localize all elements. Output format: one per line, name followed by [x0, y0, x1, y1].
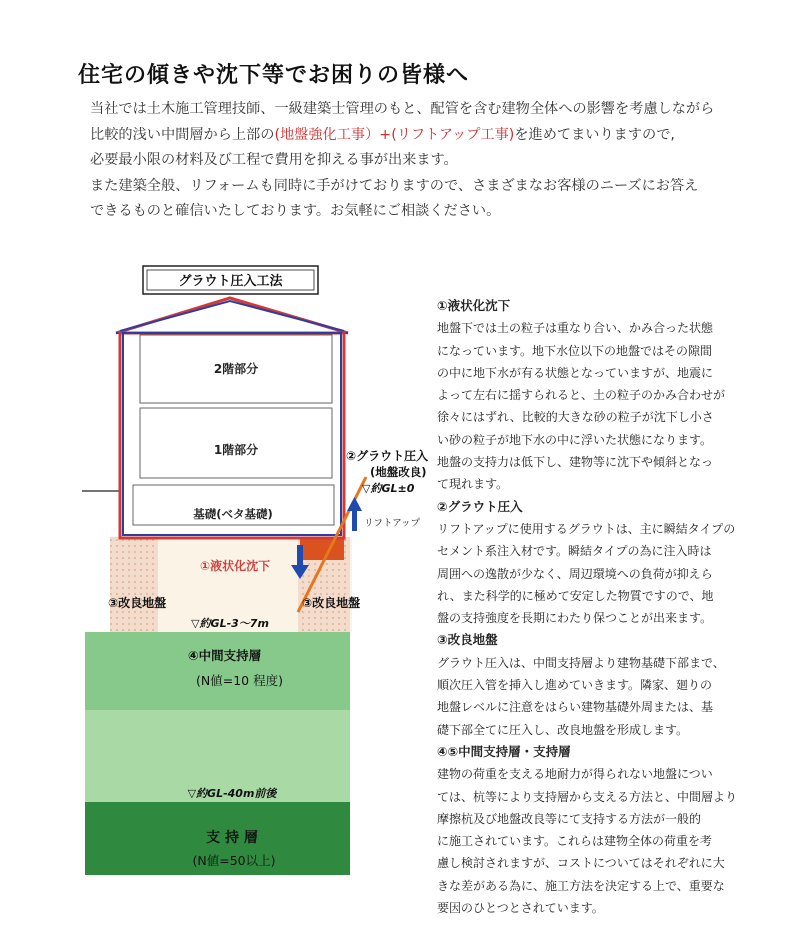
floor-1-label: 1階部分: [213, 443, 259, 457]
note-4-line: 建物の荷重を支える地耐力が得られない地盤につい: [437, 767, 713, 782]
note-2-line: 盤の支持強度を長期にわたり保つことが出来ます。: [437, 611, 713, 626]
note-1-title: ①液状化沈下: [437, 298, 511, 313]
note-4-line: に施工されています。これらは建物全体の荷重を考: [437, 834, 713, 849]
note-4-line: 摩擦杭及び地盤改良等にて支持する方法が一般的: [437, 811, 702, 826]
roof-red: [116, 298, 348, 333]
roof-blue: [120, 301, 344, 331]
middle-layer-upper: [85, 632, 350, 710]
explanation-notes: [437, 295, 782, 919]
note-2-line: セメント系注入材です。瞬結タイプの為に注入時は: [437, 544, 712, 559]
note-1-line: 地盤下では土の粒子は重なり合い、かみ合った状態: [437, 321, 714, 336]
improved-soil-left-label: ③改良地盤: [108, 596, 167, 610]
note-1-line: 地盤の支持力は低下し、建物等に沈下や傾斜となっ: [437, 455, 714, 470]
grout-label: ②グラウト圧入: [346, 449, 429, 463]
intro-line-5: できるものと確信いたしております。お気軽にご相談ください。: [90, 203, 501, 219]
improved-soil-right-label: ③改良地盤: [302, 596, 361, 610]
gl-zero-label: ▽約GL±0: [362, 482, 415, 495]
highlight-works: (地盤強化工事）+(リフトアップ工事): [274, 126, 515, 143]
note-4-line: 要因のひとつとされています。: [437, 901, 604, 916]
support-layer-label: 支 持 層: [206, 830, 258, 846]
grout-block: [300, 538, 344, 560]
note-4-line: ては、杭等により支持層から支える方法と、中間層より: [437, 789, 738, 804]
foundation-label: 基礎(ベタ基礎): [193, 507, 273, 521]
page-title: 住宅の傾きや沈下等でお困りの皆様へ: [78, 63, 470, 88]
note-1-line: よって左右に揺すられると、土の粒子のかみ合わせが: [437, 388, 726, 403]
note-3-line: 地盤レベルに注意をはらい建物基礎外周または、基: [437, 700, 714, 715]
note-4-title: ④⑤中間支持層・支持層: [437, 743, 571, 759]
liquefaction-label: ①液状化沈下: [200, 559, 271, 573]
intro-line-2: 比較的浅い中間層から上部の(地盤強化工事）+(リフトアップ工事)を進めてまいりますので,: [90, 126, 675, 143]
note-1-line: 徐々にはずれ、比較的大きな砂の粒子が沈下し小さ: [437, 410, 714, 425]
note-2-line: リフトアップに使用するグラウトは、主に瞬結タイプの: [437, 521, 736, 536]
support-layer-n-label: (N値=50以上): [192, 853, 276, 868]
intro-text: [90, 97, 780, 225]
intro-line-3: 必要最小限の材料及び工程で費用を抑える事が出来ます。: [90, 152, 458, 168]
grout-injection-diagram: [0, 255, 430, 880]
grout-sub-label: (地盤改良): [370, 465, 427, 479]
note-1-line: の中に地下水が有る状態となっていますが、地震に: [437, 365, 714, 380]
note-4-line: 慮し検討されますが、コストについてはそれぞれに大: [437, 856, 725, 871]
note-1-line: い砂の粒子が地下水の中に浮いた状態になります。: [437, 432, 713, 447]
note-3-line: 順次圧入管を挿入し進めていきます。隣家、廻りの: [437, 678, 713, 693]
intro-line-1: 当社では土木施工管理技師、一級建築士管理のもと、配管を含む建物全体への影響を考慮しながら: [90, 101, 715, 117]
gl-3-7-label: ▽約GL-3〜7m: [191, 617, 269, 630]
liftup-arrow-shaft: [352, 509, 357, 531]
middle-layer-label: ④中間支持層: [188, 648, 262, 663]
floor-2-label: 2階部分: [213, 362, 259, 376]
note-1-line: になっています。地下水位以下の地盤ではその隙間: [437, 343, 713, 358]
method-title: グラウト圧入工法: [178, 274, 283, 289]
note-3-line: グラウト圧入は、中間支持層より建物基礎下部まで、: [437, 655, 725, 670]
note-2-line: れ、また科学的に極めて安定した物質ですので、地: [437, 588, 714, 603]
liftup-arrow-head: [347, 497, 362, 511]
note-2-line: 周囲への逸散が少なく、周辺環境への負荷が抑えら: [437, 566, 713, 581]
note-2-title: ②グラウト圧入: [437, 498, 523, 514]
gl-40-label: ▽約GL-40m前後: [187, 787, 277, 800]
note-3-title: ③改良地盤: [437, 632, 498, 648]
middle-layer-n-label: (N値=10 程度): [196, 673, 283, 688]
intro-line-4: また建築全般、リフォームも同時に手がけておりますので、さまざまなお客様のニーズにお答え: [90, 177, 699, 194]
settlement-arrow-shaft: [297, 545, 303, 567]
note-4-line: きな差がある為に、施工方法を決定する上で、重要な: [437, 878, 725, 893]
note-3-line: 礎下部全てに圧入し、改良地盤を形成します。: [437, 722, 689, 737]
liftup-label: リフトアップ: [364, 518, 421, 529]
note-1-line: て現れます。: [437, 477, 509, 492]
